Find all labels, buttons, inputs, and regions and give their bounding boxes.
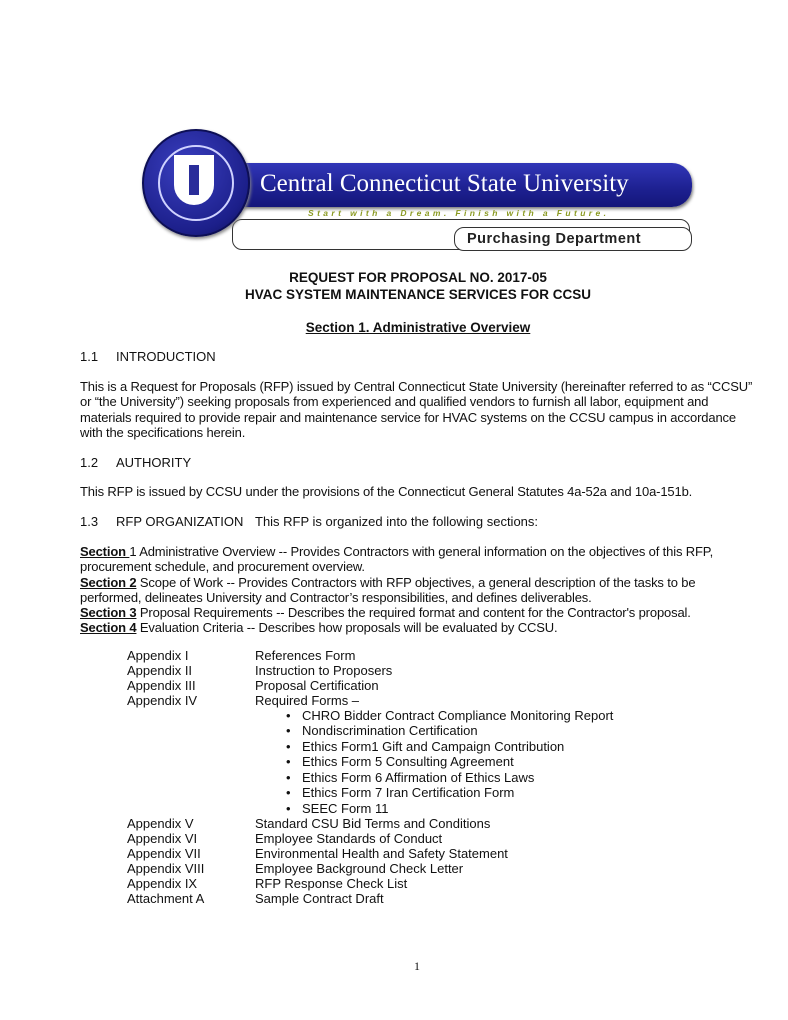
- required-form-name: SEEC Form 11: [302, 800, 389, 816]
- authority-paragraph: This RFP is issued by CCSU under the provisions of the Connecticut General Statutes 4a-52a and 10a-151b.: [80, 483, 693, 499]
- appendix-desc: Required Forms –: [255, 692, 360, 708]
- required-form-name: Ethics Form1 Gift and Campaign Contribution: [302, 738, 565, 754]
- appendix-name: Appendix III: [127, 677, 196, 693]
- rfp-subtitle: HVAC SYSTEM MAINTENANCE SERVICES FOR CCSU: [244, 287, 592, 302]
- appendix-row: [0, 876, 788, 891]
- required-form-name: Nondiscrimination Certification: [302, 723, 478, 739]
- section-desc: Scope of Work -- Provides Contractors with RFP objectives, a general description of the tasks to be: [136, 574, 696, 590]
- bullet-icon: •: [286, 754, 291, 770]
- appendix-desc: Employee Standards of Conduct: [255, 831, 443, 847]
- required-form-name: Ethics Form 7 Iran Certification Form: [302, 785, 515, 801]
- required-form-item: [0, 723, 788, 739]
- appendix-desc: Proposal Certification: [255, 677, 379, 693]
- heading-1-3-title: RFP ORGANIZATION: [116, 513, 244, 529]
- department-name: Purchasing Department: [467, 231, 642, 247]
- document-body: [0, 269, 788, 906]
- intro-line: materials required to provide repair and maintenance service for HVAC systems on the CCSU campus in accordance: [80, 409, 736, 425]
- organization-intro: This RFP is organized into the following sections:: [255, 513, 539, 529]
- required-form-item: [0, 770, 788, 786]
- introduction-paragraph: [0, 379, 788, 440]
- seal-shield-icon: [174, 155, 214, 205]
- appendix-desc: Sample Contract Draft: [255, 891, 384, 907]
- section-item-1-cont: procurement schedule, and procurement overview.: [80, 559, 365, 575]
- appendix-row: [0, 693, 788, 708]
- section-item-4: [0, 620, 780, 635]
- appendix-desc: RFP Response Check List: [255, 876, 408, 892]
- heading-1-1-number: 1.1: [80, 349, 99, 364]
- page-number: 1: [414, 959, 420, 973]
- section-label: Section 4: [80, 620, 137, 636]
- department-box: [454, 227, 692, 251]
- heading-1-1-title: INTRODUCTION: [116, 349, 216, 364]
- required-form-item: [0, 708, 788, 724]
- bullet-icon: •: [286, 723, 291, 739]
- appendix-row: [0, 678, 788, 693]
- heading-1-3: [0, 514, 788, 529]
- heading-1-2: [0, 455, 788, 470]
- heading-1-1: [0, 349, 788, 364]
- section-desc: Evaluation Criteria -- Describes how proposals will be evaluated by CCSU.: [136, 620, 558, 636]
- section-item-1: [0, 544, 780, 559]
- appendix-desc: References Form: [255, 647, 356, 663]
- section-item-3: [0, 605, 780, 620]
- ccsu-purchasing-logo: [140, 127, 700, 255]
- appendix-desc: Environmental Health and Safety Statement: [255, 846, 508, 862]
- appendix-name: Appendix VI: [127, 831, 198, 847]
- bullet-icon: •: [286, 707, 291, 723]
- section-label: Section: [80, 543, 130, 559]
- appendix-desc: Employee Background Check Letter: [255, 861, 464, 877]
- section-item-2: [0, 575, 780, 590]
- bullet-icon: •: [286, 769, 291, 785]
- appendix-list: [0, 648, 788, 907]
- rfp-title: REQUEST FOR PROPOSAL NO. 2017-05: [289, 270, 547, 285]
- appendix-name: Appendix VII: [127, 846, 201, 862]
- required-form-name: CHRO Bidder Contract Compliance Monitoring Report: [302, 707, 614, 723]
- intro-line: or “the University”) seeking proposals from experienced and qualified vendors to furnish all labor, equipment and: [80, 394, 709, 410]
- appendix-row: [0, 861, 788, 876]
- appendix-row: [0, 891, 788, 906]
- appendix-row: [0, 846, 788, 861]
- section-heading-text: Section 1. Administrative Overview: [305, 320, 531, 335]
- section-heading: [50, 319, 786, 336]
- required-form-name: Ethics Form 5 Consulting Agreement: [302, 754, 514, 770]
- section-label: Section 2: [80, 574, 137, 590]
- appendix-row: [0, 648, 788, 663]
- appendix-desc: Standard CSU Bid Terms and Conditions: [255, 816, 491, 832]
- intro-line: This is a Request for Proposals (RFP) issued by Central Connecticut State University (hereinafter referred to as “CCSU”: [80, 378, 753, 394]
- appendix-name: Appendix I: [127, 647, 189, 663]
- heading-1-2-title: AUTHORITY: [116, 454, 192, 470]
- heading-1-3-number: 1.3: [80, 513, 99, 529]
- required-form-item: [0, 801, 788, 817]
- seal-tower-icon: [189, 165, 199, 195]
- section-desc: 1 Administrative Overview -- Provides Contractors with general information on the objectives of this RFP,: [129, 543, 714, 559]
- appendix-name: Appendix II: [127, 662, 193, 678]
- appendix-desc: Instruction to Proposers: [255, 662, 393, 678]
- required-form-item: [0, 785, 788, 801]
- bullet-icon: •: [286, 738, 291, 754]
- logo-banner: [240, 163, 692, 207]
- appendix-name: Attachment A: [127, 891, 205, 907]
- appendix-row: [0, 816, 788, 831]
- appendix-row: [0, 831, 788, 846]
- university-seal-icon: [142, 129, 250, 237]
- appendix-name: Appendix VIII: [127, 861, 205, 877]
- appendix-name: Appendix IX: [127, 876, 198, 892]
- sections-list: [0, 544, 788, 636]
- appendix-name: Appendix IV: [127, 692, 198, 708]
- university-name: Central Connecticut State University: [260, 170, 629, 197]
- appendix-row: [0, 663, 788, 678]
- required-form-name: Ethics Form 6 Affirmation of Ethics Laws: [302, 769, 535, 785]
- bullet-icon: •: [286, 800, 291, 816]
- section-label: Section 3: [80, 605, 137, 621]
- section-desc: Proposal Requirements -- Describes the required format and content for the Contractor's proposal.: [136, 605, 691, 621]
- section-item-2-cont: performed, delineates University and Contractor’s responsibilities, and defines deliverables.: [80, 589, 592, 605]
- logo-tagline: Start with a Dream. Finish with a Future.: [308, 208, 610, 218]
- bullet-icon: •: [286, 785, 291, 801]
- appendix-name: Appendix V: [127, 816, 194, 832]
- required-form-item: [0, 739, 788, 755]
- intro-line: with the specifications herein.: [80, 424, 246, 440]
- heading-1-2-number: 1.2: [80, 454, 99, 470]
- required-form-item: [0, 754, 788, 770]
